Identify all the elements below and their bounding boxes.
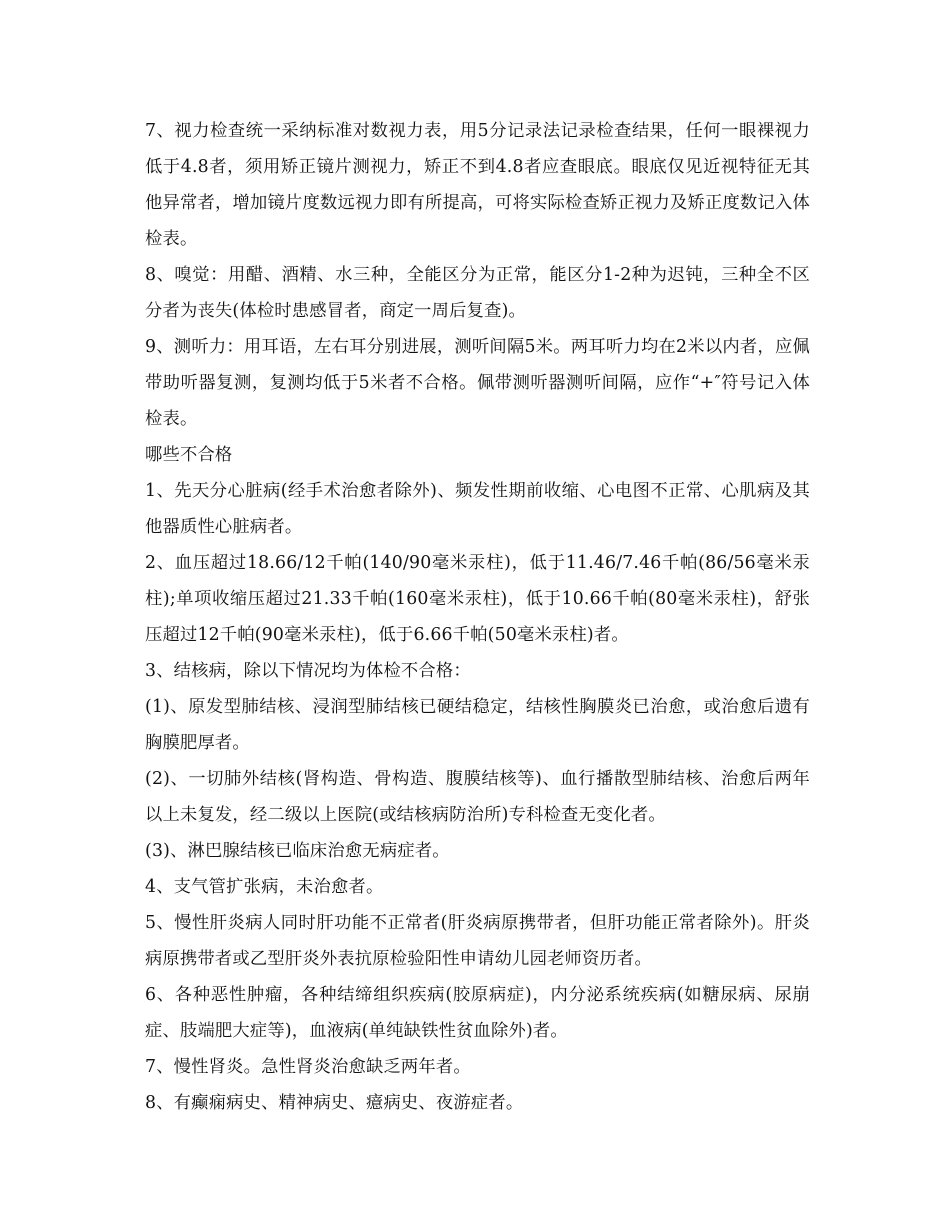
paragraph-epilepsy: 8、有癫痫病史、精神病史、癔病史、夜游症者。 bbox=[145, 1093, 524, 1113]
paragraph-hearing-check: 9、测听力：用耳语，左右耳分别进展，测听间隔5米。两耳听力均在2米以内者，应佩带助听器复测，复测均低于5米者不合格。佩带测听器测听间隔，应作“+″符号记入体检表。 bbox=[145, 337, 810, 429]
paragraph-tb-exception-1: (1)、原发型肺结核、浸润型肺结核已硬结稳定，结核性胸膜炎已治愈，或治愈后遗有胸膜肥厚者。 bbox=[145, 697, 810, 753]
section-heading-disqualifications: 哪些不合格 bbox=[145, 445, 233, 465]
paragraph-tb-exception-3: (3)、淋巴腺结核已临床治愈无病症者。 bbox=[145, 841, 450, 861]
paragraph-tuberculosis: 3、结核病，除以下情况均为体检不合格： bbox=[145, 661, 471, 681]
paragraph-heart-disease: 1、先天分心脏病(经手术治愈者除外)、频发性期前收缩、心电图不正常、心肌病及其他器质性心脏病者。 bbox=[145, 481, 810, 537]
paragraph-smell-check: 8、嗅觉：用醋、酒精、水三种，全能区分为正常，能区分1-2种为迟钝，三种全不区分者为丧失(体检时患感冒者，商定一周后复查)。 bbox=[145, 265, 810, 321]
paragraph-nephritis: 7、慢性肾炎。急性肾炎治愈缺乏两年者。 bbox=[145, 1057, 471, 1077]
paragraph-blood-pressure: 2、血压超过18.66/12千帕(140/90毫米汞柱)，低于11.46/7.46千帕(86/56毫米汞柱);单项收缩压超过21.33千帕(160毫米汞柱)，低于10.66千帕(80毫米汞柱)，舒张压超过12千帕(90毫米汞柱)，低于6.66千帕(50毫米汞柱)者。 bbox=[145, 553, 810, 645]
paragraph-hepatitis: 5、慢性肝炎病人同时肝功能不正常者(肝炎病原携带者，但肝功能正常者除外)。肝炎病原携带者或乙型肝炎外表抗原检验阳性申请幼儿园老师资历者。 bbox=[145, 913, 810, 969]
paragraph-tb-exception-2: (2)、一切肺外结核(肾构造、骨构造、腹膜结核等)、血行播散型肺结核、治愈后两年以上未复发，经二级以上医院(或结核病防治所)专科检查无变化者。 bbox=[145, 769, 810, 825]
paragraph-vision-check: 7、视力检查统一采纳标准对数视力表，用5分记录法记录检查结果，任何一眼裸视力低于4.8者，须用矫正镜片测视力，矫正不到4.8者应查眼底。眼底仅见近视特征无其他异常者，增加镜片度数远视力即有所提高，可将实际检查矫正视力及矫正度数记入体检表。 bbox=[145, 121, 810, 249]
paragraph-bronchiectasis: 4、支气管扩张病，未治愈者。 bbox=[145, 877, 384, 897]
document-body bbox=[145, 113, 810, 1121]
paragraph-tumors: 6、各种恶性肿瘤，各种结缔组织疾病(胶原病症)，内分泌系统疾病(如糖尿病、尿崩症、肢端肥大症等)，血液病(单纯缺铁性贫血除外)者。 bbox=[145, 985, 810, 1041]
